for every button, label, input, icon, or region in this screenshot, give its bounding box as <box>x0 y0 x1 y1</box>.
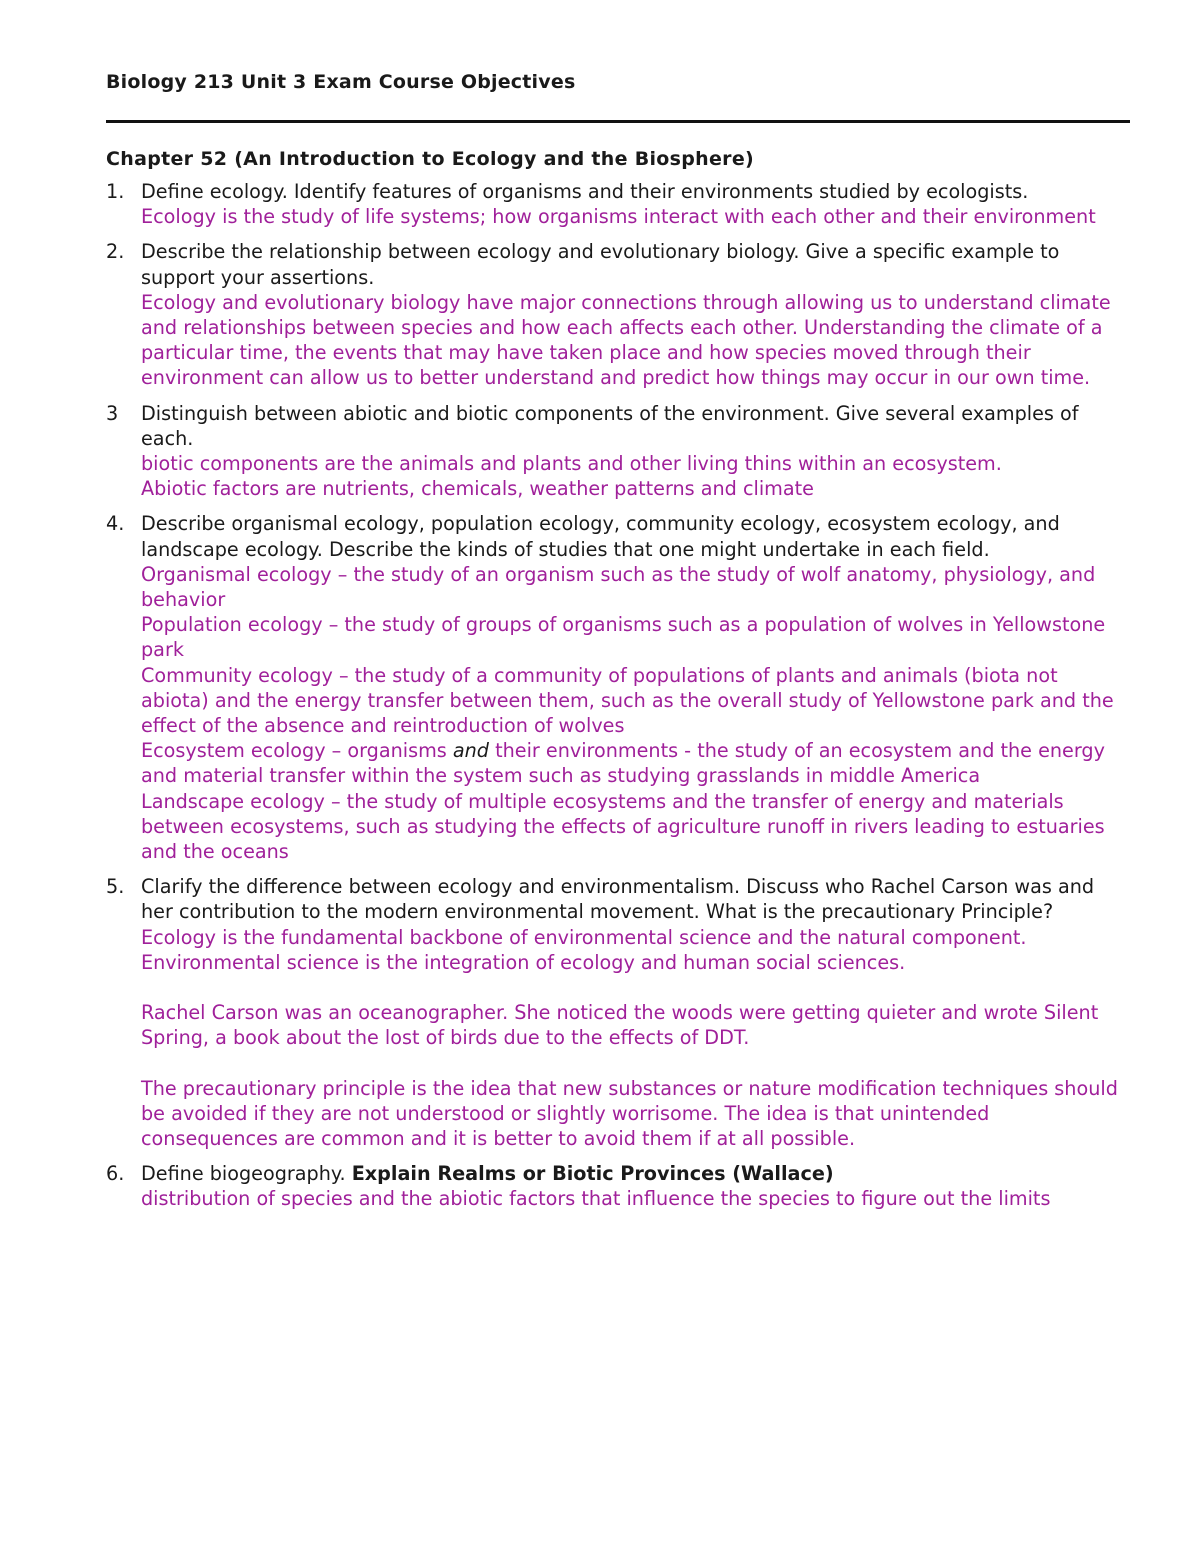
objective-question-text: Define biogeography. <box>141 1162 352 1186</box>
objective-item <box>106 179 1130 229</box>
paragraph-gap <box>141 1051 1130 1076</box>
objective-answer: biotic components are the animals and plants and other living thins within an ecosystem. <box>141 452 1002 476</box>
objective-item <box>106 511 1130 864</box>
objective-question: Describe the relationship between ecology and evolutionary biology. Give a specific example to support your assertions. <box>141 240 1060 289</box>
ecosystem-ecology-text-start: Ecosystem ecology – organisms <box>141 739 453 763</box>
objective-number: 4. <box>106 512 125 536</box>
objective-question: Define ecology. Identify features of organisms and their environments studied by ecologists. <box>141 180 1029 203</box>
objective-answer: Ecology is the study of life systems; how organisms interact with each other and their environment <box>141 205 1096 229</box>
objective-number: 3 <box>106 401 119 425</box>
objective-answer: Ecology and evolutionary biology have major connections through allowing us to understand climate and relationships between species and how each affects each other. Understanding the climate of a particular time, the events that may have taken place and how species moved through their environment can allow us to better understand and predict how things may occur in our own time. <box>141 290 1111 390</box>
objective-answer: Ecology is the fundamental backbone of environmental science and the natural component. Environmental science is the integration of ecology and human social sciences. <box>141 925 1027 974</box>
objective-question: Distinguish between abiotic and biotic components of the environment. Give several examples of each. <box>141 401 1079 450</box>
objective-number: 1. <box>106 180 125 203</box>
objective-item <box>106 401 1130 502</box>
objective-item <box>106 874 1130 1151</box>
community-ecology-answer: Community ecology – the study of a community of populations of plants and animals (biota not abiota) and the energy transfer between them, such as the overall study of Yellowstone park and the effect of the absence and reintroduction of wolves <box>141 663 1114 738</box>
objective-number: 2. <box>106 240 125 264</box>
document-title: Biology 213 Unit 3 Exam Course Objectives <box>106 71 576 93</box>
objective-number: 5. <box>106 875 125 899</box>
title-divider <box>106 120 1130 123</box>
ecosystem-ecology-emphasis: and <box>452 739 489 763</box>
document-page <box>106 68 1130 1222</box>
ecosystem-ecology-text-end: their environments - the study of an ecosystem and the energy and material transfer within the system such as studying grasslands in middle America <box>141 739 1105 788</box>
precautionary-principle-answer: The precautionary principle is the idea that new substances or nature modification techniques should be avoided if they are not understood or slightly worrisome. The idea is that unintended consequences are common and it is better to avoid them if at all possible. <box>141 1076 1118 1150</box>
objective-answer: distribution of species and the abiotic factors that influence the species to figure out the limits <box>141 1187 1051 1211</box>
objectives-list <box>106 179 1130 1212</box>
population-ecology-answer: Population ecology – the study of groups of organisms such as a population of wolves in Yellowstone park <box>141 613 1106 662</box>
paragraph-gap <box>141 975 1130 1000</box>
objective-question-bold: Explain Realms or Biotic Provinces (Wallace) <box>351 1162 834 1186</box>
objective-item <box>106 1161 1130 1211</box>
objective-question: Describe organismal ecology, population ecology, community ecology, ecosystem ecology, and landscape ecology. Describe the kinds of studies that one might undertake in each field. <box>141 512 1060 561</box>
objective-item <box>106 239 1130 390</box>
ecosystem-ecology-answer <box>141 738 1130 788</box>
objective-answer: Abiotic factors are nutrients, chemicals, weather patterns and climate <box>141 477 814 501</box>
rachel-carson-answer: Rachel Carson was an oceanographer. She noticed the woods were getting quieter and wrote Silent Spring, a book about the lost of birds due to the effects of DDT. <box>141 1001 1099 1050</box>
objective-question: Clarify the difference between ecology and environmentalism. Discuss who Rachel Carson was and her contribution to the modern environmental movement. What is the precautionary Principle? <box>141 875 1095 924</box>
landscape-ecology-answer: Landscape ecology – the study of multiple ecosystems and the transfer of energy and materials between ecosystems, such as studying the effects of agriculture runoff in rivers leading to estuaries and the oceans <box>141 789 1105 864</box>
organismal-ecology-answer: Organismal ecology – the study of an organism such as the study of wolf anatomy, physiology, and behavior <box>141 562 1096 612</box>
chapter-heading: Chapter 52 (An Introduction to Ecology and the Biosphere) <box>106 148 755 170</box>
objective-number: 6. <box>106 1162 125 1186</box>
objective-question <box>141 1161 1130 1186</box>
